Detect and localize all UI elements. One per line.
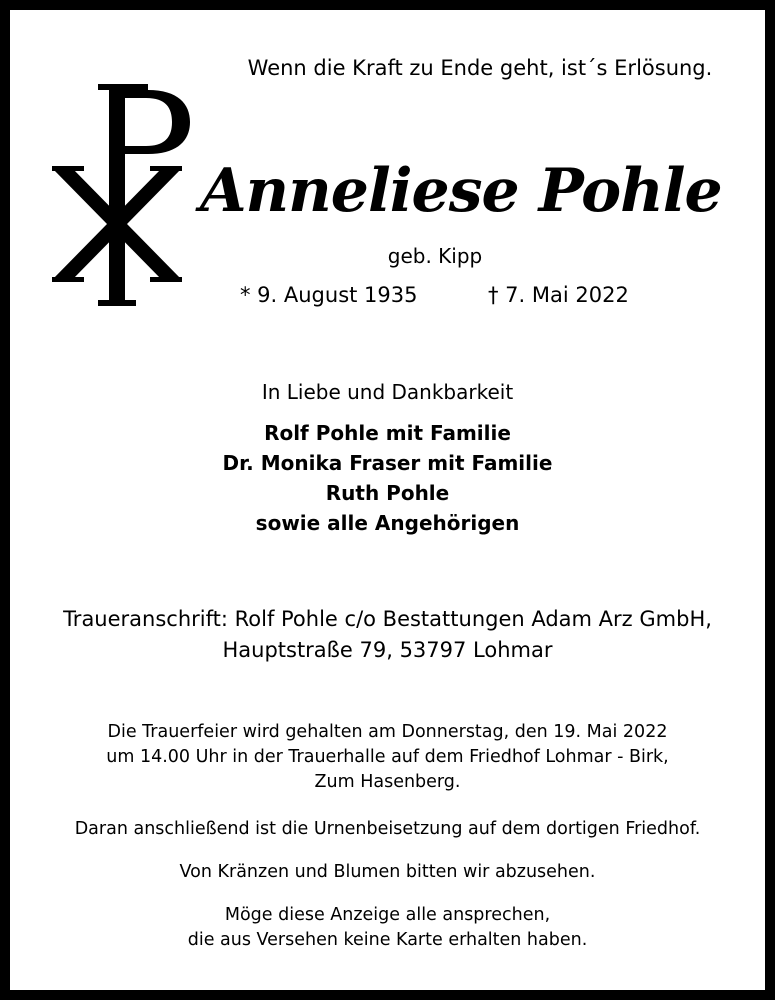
mourners-intro: In Liebe und Dankbarkeit — [261, 380, 514, 404]
mourner-item: Dr. Monika Fraser mit Familie — [222, 451, 553, 475]
mourners-list — [60, 418, 715, 538]
mourner-item: sowie alle Angehörigen — [255, 511, 520, 535]
flowers-line: Von Kränzen und Blumen bitten wir abzusehen. — [179, 862, 596, 882]
mourning-address — [30, 604, 745, 666]
ceremony-line: um 14.00 Uhr in der Trauerhalle auf dem Friedhof Lohmar - Birk, — [106, 747, 669, 767]
mourner-item: Ruth Pohle — [325, 481, 450, 505]
maiden-name: geb. Kipp — [387, 244, 483, 268]
ceremony-line: Die Trauerfeier wird gehalten am Donnerstag, den 19. Mai 2022 — [107, 722, 668, 742]
ceremony-line: Zum Hasenberg. — [314, 772, 461, 792]
address-line: Traueranschrift: Rolf Pohle c/o Bestattungen Adam Arz GmbH, — [63, 607, 712, 631]
birth-date: * 9. August 1935 — [240, 283, 418, 307]
card-note-line: Möge diese Anzeige alle ansprechen, — [224, 905, 551, 925]
ceremony-info — [30, 720, 745, 795]
motto: Wenn die Kraft zu Ende geht, ist´s Erlösung. — [247, 56, 713, 80]
card-note — [30, 903, 745, 953]
flowers-note — [30, 860, 745, 885]
card-note-line: die aus Versehen keine Karte erhalten haben. — [187, 930, 588, 950]
mourner-item: Rolf Pohle mit Familie — [264, 421, 511, 445]
death-date: † 7. Mai 2022 — [488, 283, 629, 307]
chi-rho-icon — [52, 84, 192, 308]
deceased-name: Anneliese Pohle — [200, 156, 722, 226]
address-line: Hauptstraße 79, 53797 Lohmar — [222, 638, 553, 662]
urn-burial-note — [30, 817, 745, 842]
urn-burial-line: Daran anschließend ist die Urnenbeisetzung auf dem dortigen Friedhof. — [74, 819, 701, 839]
